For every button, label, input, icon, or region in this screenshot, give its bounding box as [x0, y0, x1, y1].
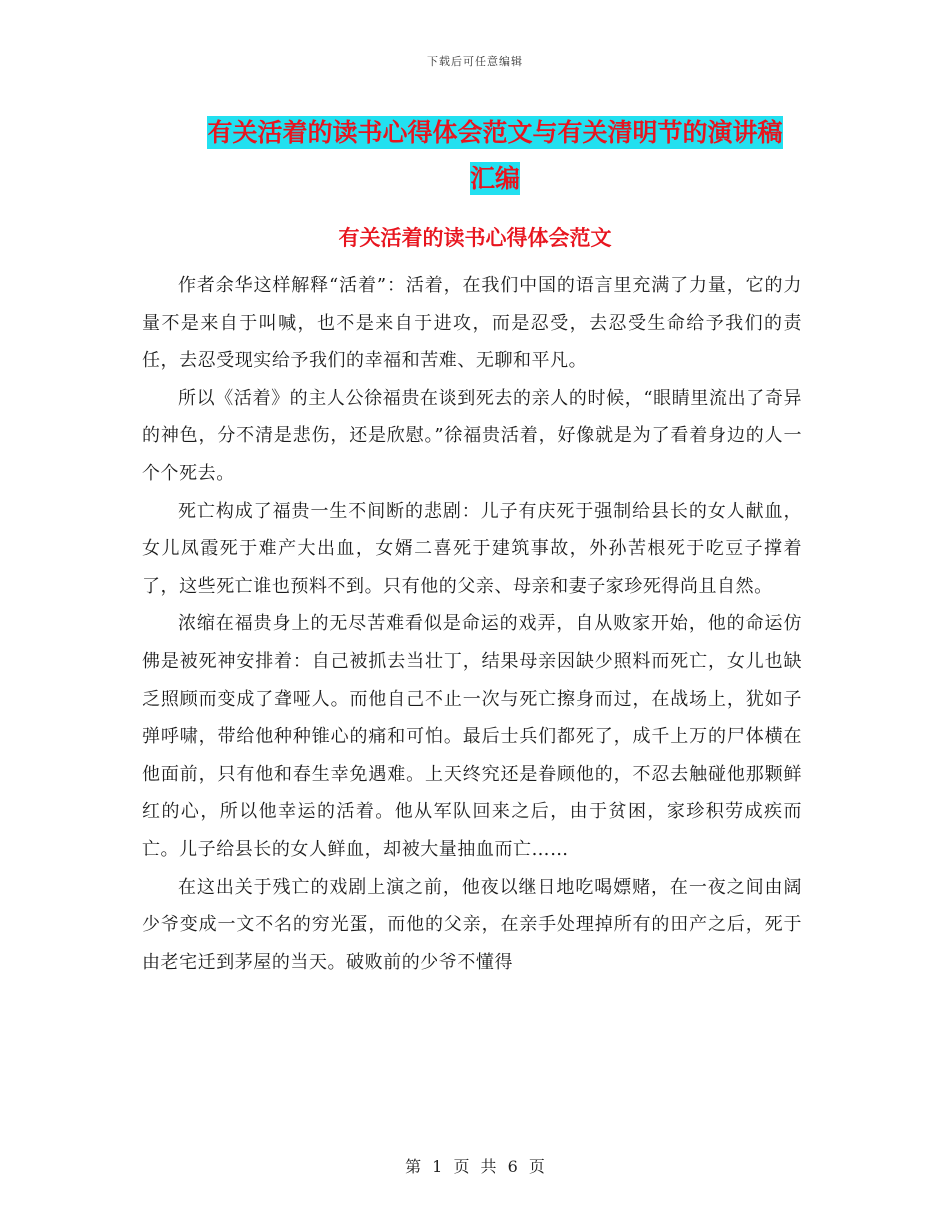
title-line-2: 汇编: [469, 164, 520, 193]
page-number-footer: 第 1 页 共 6 页: [405, 1157, 545, 1176]
title-line-1: 有关活着的读书心得体会范文与有关清明节的演讲稿: [207, 118, 783, 147]
document-title: [140, 110, 850, 202]
paragraph: 浓缩在福贵身上的无尽苦难看似是命运的戏弄，自从败家开始，他的命运仿佛是被死神安排着：自己被抓去当壮丁，结果母亲因缺少照料而死亡，女儿也缺乏照顾而变成了聋哑人。而他自己不止一次与死亡擦身而过，在战场上，犹如子弹呼啸，带给他种种锥心的痛和可怕。最后士兵们都死了，成千上万的尸体横在他面前，只有他和春生幸免遇难。上天终究还是眷顾他的，不忍去触碰他那颗鲜红的心，所以他幸运的活着。他从军队回来之后，由于贫困，家珍积劳成疾而亡。儿子给县长的女人鲜血，却被大量抽血而亡……: [142, 613, 802, 860]
section-title: 有关活着的读书心得体会范文: [338, 226, 612, 250]
paragraph: 作者余华这样解释“活着”：活着，在我们中国的语言里充满了力量，它的力量不是来自于叫喊，也不是来自于进攻，而是忍受，去忍受生命给予我们的责任，去忍受现实给予我们的幸福和苦难、无聊和平凡。: [142, 275, 802, 372]
paragraph: 在这出关于残亡的戏剧上演之前，他夜以继日地吃喝嫖赌，在一夜之间由阔少爷变成一文不名的穷光蛋，而他的父亲，在亲手处理掉所有的田产之后，死于由老宅迁到茅屋的当天。破败前的少爷不懂得: [142, 876, 802, 973]
paragraph: 死亡构成了福贵一生不间断的悲剧：儿子有庆死于强制给县长的女人献血，女儿凤霞死于难产大出血，女婿二喜死于建筑事故，外孙苦根死于吃豆子撑着了，这些死亡谁也预料不到。只有他的父亲、母亲和妻子家珍死得尚且自然。: [142, 500, 802, 597]
paragraph: 所以《活着》的主人公徐福贵在谈到死去的亲人的时候，“眼睛里流出了奇异的神色，分不清是悲伤，还是欣慰。”徐福贵活着，好像就是为了看着身边的人一个个死去。: [142, 387, 802, 484]
article-body: [142, 267, 802, 981]
header-note: 下载后可任意编辑: [427, 55, 523, 68]
